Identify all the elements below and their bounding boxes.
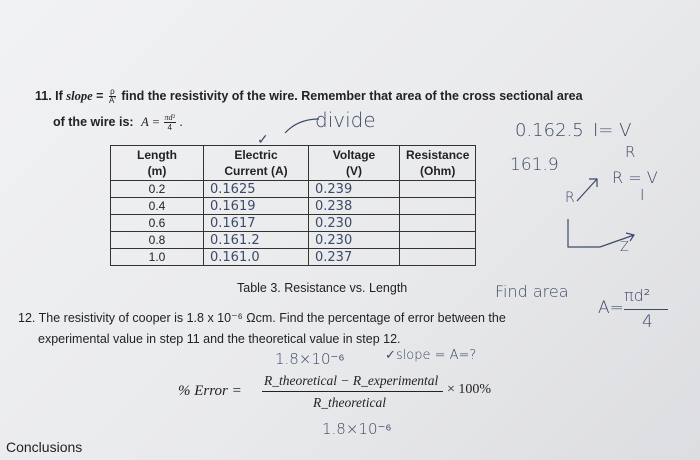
- handwritten-r-eq-v: R = V: [612, 168, 658, 187]
- table-caption: Table 3. Resistance vs. Length: [237, 281, 408, 295]
- percent-error-fraction-line: [262, 391, 443, 392]
- table-row: 0.4 0.1619 0.238: [111, 198, 476, 215]
- table-row: 1.0 0.161.0 0.237: [111, 249, 476, 266]
- handwritten-area-eq: A=: [598, 298, 624, 318]
- resistance-table: [110, 145, 476, 266]
- handwritten-value-161-9: 161.9: [510, 155, 559, 175]
- table-row: 0.8 0.161.2 0.230: [111, 232, 476, 249]
- question-11-line-2: of the wire is: A = $\frac{\text{πd²}}{4}$ .: [53, 113, 183, 132]
- handwritten-divide: divide: [315, 108, 376, 132]
- header-voltage: Voltage (V): [309, 146, 400, 181]
- handwritten-area-pi-d2: πd²: [624, 286, 651, 305]
- question-11-line-1: 11. If slope = $\frac{\rho}{A'}$ find the resistivity of the wire. Remember that area of the cross sectional area: [35, 87, 583, 105]
- handwritten-slope-note: ✓slope = A=?: [385, 348, 477, 363]
- handwritten-z-label: Z: [620, 240, 629, 255]
- header-current: Electric Current (A): [204, 146, 309, 181]
- question-12-number: 12.: [18, 311, 36, 325]
- handwritten-area-4: 4: [642, 312, 653, 332]
- handwritten-value-0-1625: 0.162.5: [515, 120, 584, 141]
- handwritten-i-eq-v: I= V: [593, 120, 632, 141]
- question-11-number: 11.: [35, 88, 52, 103]
- handwritten-sci-bottom: 1.8×10⁻⁶: [322, 420, 392, 438]
- handwritten-r-arrow-label: R: [565, 190, 575, 206]
- percent-error-label: % Error =: [178, 383, 242, 399]
- handwritten-check: ✓: [257, 132, 269, 148]
- area-formula-fraction: $\frac{\text{πd²}}{4}$: [164, 113, 175, 132]
- handwritten-i-below: I: [640, 186, 645, 204]
- divide-arrow-stroke: [283, 115, 323, 135]
- handwritten-arrow-up: [575, 175, 605, 205]
- rho-over-a-fraction: $\frac{\rho}{A'}$: [108, 87, 116, 105]
- table-row: 0.2 0.1625 0.239: [111, 181, 476, 198]
- header-length: Length (m): [111, 146, 204, 181]
- table-row: 0.6 0.1617 0.230: [111, 215, 476, 232]
- percent-error-multiplier: × 100%: [447, 382, 492, 397]
- conclusions-heading: Conclusions: [6, 439, 83, 455]
- question-12-line-2: experimental value in step 11 and the theoretical value in step 12.: [38, 332, 401, 346]
- header-resistance: Resistance (Ohm): [400, 146, 476, 181]
- percent-error-denominator: R_theoretical: [313, 395, 386, 410]
- handwritten-sci-top: 1.8×10⁻⁶: [275, 350, 345, 368]
- percent-error-numerator: R_theoretical − R_experimental: [264, 373, 439, 388]
- handwritten-find-area: Find area: [495, 282, 569, 301]
- question-12-line-1: 12. The resistivity of cooper is 1.8 x 10⁻⁶ Ωcm. Find the percentage of error between the: [18, 311, 506, 325]
- handwritten-area-fraction-line: [624, 309, 668, 310]
- handwritten-r-below: R: [625, 143, 636, 161]
- table-header-row: [111, 146, 476, 181]
